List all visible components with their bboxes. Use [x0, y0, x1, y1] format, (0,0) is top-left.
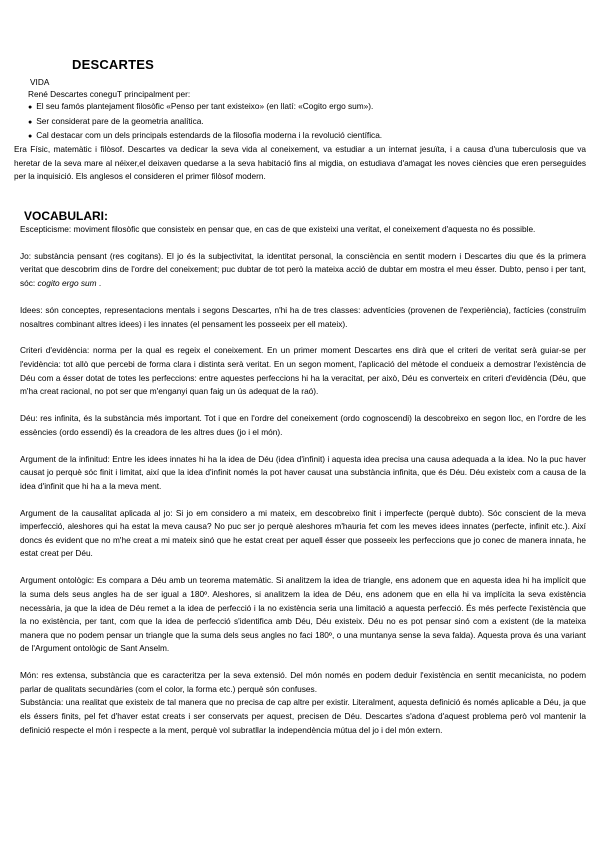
vocab-term: Escepticisme: — [20, 224, 72, 234]
vida-bullet — [28, 100, 588, 114]
vida-bullet-list — [28, 100, 588, 143]
vocab-entry-deu — [20, 412, 586, 439]
vocab-term: Món: — [20, 670, 39, 681]
page-title: DESCARTES — [72, 57, 154, 72]
vocab-term: Argument de la infinitud: — [20, 453, 110, 464]
vocab-term: Déu: — [20, 413, 38, 424]
vocab-definition: són conceptes, representacions mentals i segons Descartes, n'hi ha de tres classes: adventícies (provenen de l'experiència), factícies (construïm nosaltres combinant altres idees) i les innates (el pensament les posseeix per ell mateix). — [20, 304, 586, 329]
vocab-definition: moviment filosòfic que consisteix en pensar que, en cas de que existeixi una veritat, el coneixement d'aquesta no és possible. — [71, 224, 536, 234]
vocab-definition-tail: . — [96, 278, 102, 289]
intro-paragraph: Era Físic, matemàtic i filòsof. Descartes va dedicar la seva vida al coneixement, va estudiar a un internat jesuïta, i a causa d'una tuberculosis que va heretar de la seva mare al néixer,el deixaven quedarse a la seva habitació fins al migdia, on estudiava d'amagat les noves ciències que eren perseguides per la inquisició. Els anglesos el consideren el primer filòsof modern. — [14, 144, 586, 181]
vocab-entry-causalitat — [20, 507, 586, 561]
vocabulary-heading: VOCABULARI: — [24, 209, 108, 223]
vocab-entry-criteri — [20, 344, 586, 398]
vida-label: VIDA — [30, 77, 50, 87]
vocab-definition: Si jo em considero a mi mateix, em descobreixo finit i imperfecte (perquè dubto). Sóc conscient de la meva imperfecció, aleshores qui ha estat la meva causa? No puc ser jo perquè aleshores m'hauria fet com les meves idees innates (perfecte, infinit etc.). Així doncs és evident que no m'he creat a mi mateix sinó que he estat creat per aquell ésser que posseeix les perfeccions que jo conec de manera innata, he estat creat per Déu. — [20, 507, 587, 559]
vocab-entry-ontologic — [20, 574, 586, 656]
vocab-definition: res infinita, és la substància més important. Tot i que en l'ordre del coneixement (ordo cognoscendi) la descobreixo en segon lloc, en l'ordre de les essències (ordo essendi) és la creadora de les altres dues (jo i el món). — [20, 413, 586, 437]
vocab-entry-escepticisme — [20, 223, 586, 237]
vocab-definition: Entre les idees innates hi ha la idea de Déu (idea d'infinit) i aquesta idea precisa una causa adequada a la idea. No la puc haver causat jo perquè sóc finit i limitat, així que la idea d'infinit només la pot haver causat una substància infinita, que és Déu. Déu existeix com a causa de la idea d'infinit que hi ha a la meva ment. — [20, 453, 586, 491]
vocab-term: Argument ontològic: — [20, 575, 95, 586]
vocab-term: Argument de la causalitat aplicada al jo: — [20, 507, 173, 518]
vocab-definition: una realitat que existeix de tal manera que no precisa de cap altre per existir. Literalment, aquesta definició és només aplicable a Déu, ja que els éssers finits, pel fet d'haver estat creats i ser conservats per aquest, precisen de Déu. Descartes s'adona d'aquest problema però vol mantenir la definició respecte el món i respecte a la ment, perquè vol subratllar la independència mútua del jo i del món extern. — [20, 697, 586, 735]
vida-bullet — [28, 115, 588, 129]
vocab-entry-jo — [20, 250, 586, 291]
vida-bullet — [28, 129, 588, 143]
vida-section — [28, 76, 588, 143]
vocab-definition: substància pensant (res cogitans). El jo és la subjectivitat, la identitat personal, la consciència en sentit modern i Descartes diu que és la primera veritat que descobrim dins de l'ordre del coneixement; puc dubtar de tot però la mateixa acció de dubtar em mostra el meu ésser. Dubto, penso i per tant, sóc: — [20, 250, 586, 289]
vida-lead: René Descartes coneguT principalment per: — [28, 89, 191, 100]
vocab-entry-infinitud — [20, 453, 586, 494]
vocab-entry-idees — [20, 304, 586, 331]
vocab-term: Jo: — [20, 250, 32, 261]
vocab-entry-mon — [20, 669, 586, 696]
vida-bullet-text: Ser considerat pare de la geometria analítica. — [36, 115, 204, 126]
vocab-emphasis: cogito ergo sum — [37, 278, 97, 289]
vida-bullet-text: El seu famós plantejament filosòfic «Penso per tant existeixo» (en llatí: «Cogito ergo sum»). — [36, 101, 374, 112]
vocab-term: Substància: — [20, 697, 64, 708]
vocab-definition: norma per la qual es regeix el coneixement. En un primer moment Descartes ens dirà que el criteri de veritat serà guiar-se per l'evidència: tot allò que percebi de forma clara i distinta serà veritat. En un segon moment, l'aplicació del mètode el condueix a demostrar l'existència de Déu com a ésser dotat de totes les perfeccions: entre aquestes perfeccions hi ha la veracitat, per això, Déu es converteix en criteri d'evidència (Déu, que m'ha creat racional, no pot ser que m'enganyi quan faig un ús adequat de la raó). — [20, 345, 586, 397]
vida-bullet-text: Cal destacar com un dels principals estendards de la filosofia moderna i la revolució científica. — [36, 129, 383, 140]
vocab-definition: Es compara a Déu amb un teorema matemàtic. Si analitzem la idea de triangle, ens adonem que en aquesta idea hi ha implícit que la suma dels seus angles ha de ser igual a 180º. Aleshores, si analitzem la idea de Déu, ens adonem que en ella hi va implícita la seva existència necessària, ja que la idea de Déu remet a la idea de perfecció i la no existència seria una limitació a aquesta perfecció. És més perfecte l'existència que la no existència, per tant, com que la idea de perfecció s'identifica amb Déu, Déu existeix. Déu no es pot pensar sinó com a existent (de la mateixa manera que no podem pensar un triangle que la suma dels seus angles no faci 180º, o una muntanya sense la seva falda). Aquesta prova és una variant de l'Argument ontològic de Sant Anselm. — [20, 575, 587, 654]
vocab-definition: res extensa, substància que es caracteritza per la seva extensió. Del món només en podem deduir l'existència en sentit mecanicista, no podem parlar de qualitats secundàries (com el color, la forma etc.) perquè són confuses. — [20, 670, 586, 694]
vocab-term: Criteri d'evidència: — [20, 345, 90, 356]
vocab-entry-substancia — [20, 696, 586, 737]
vocab-term: Idees: — [20, 304, 43, 315]
vocabulary-list — [20, 223, 586, 737]
